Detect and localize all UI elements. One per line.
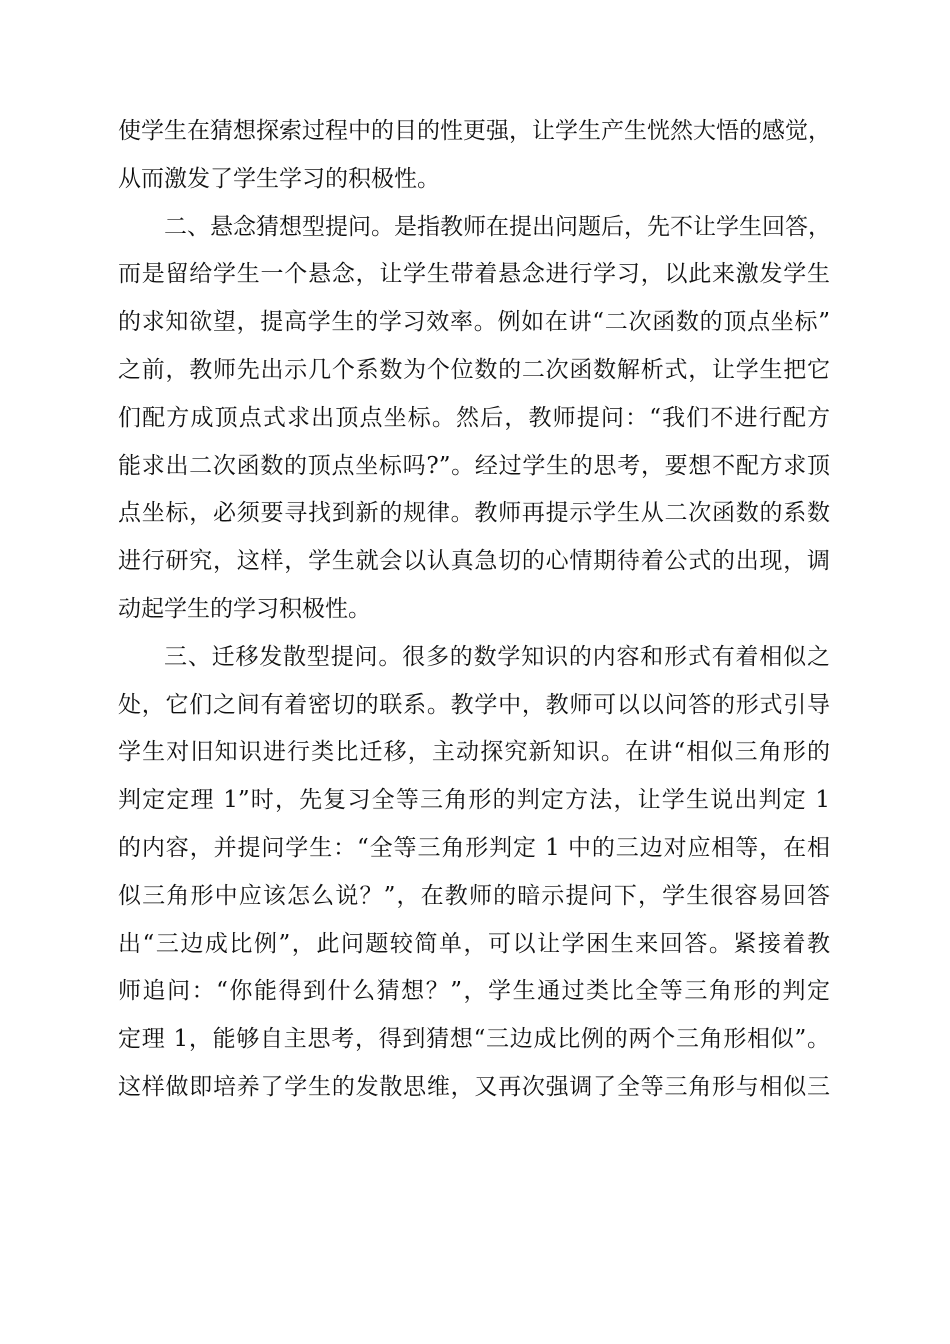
text-line: 的求知欲望，提高学生的学习效率。例如在讲“二次函数的顶点坐标” [118,309,830,336]
text-line: 似三角形中应该怎么说？”，在教师的暗示提问下，学生很容易回答 [118,882,830,909]
body-text [118,108,830,1112]
text-line: 出“三边成比例”，此问题较简单，可以让学困生来回答。紧接着教 [118,930,830,957]
text-line: 们配方成顶点式求出顶点坐标。然后，教师提问：“我们不进行配方 [118,404,830,431]
text-line: 三、迁移发散型提问。很多的数学知识的内容和形式有着相似之 [164,643,830,670]
text-line: 这样做即培养了学生的发散思维，又再次强调了全等三角形与相似三 [118,1073,830,1100]
text-line: 师追问：“你能得到什么猜想？”，学生通过类比全等三角形的判定 [118,978,830,1005]
text-line: 而是留给学生一个悬念，让学生带着悬念进行学习，以此来激发学生 [118,261,830,288]
text-line: 从而激发了学生学习的积极性。 [118,165,440,192]
text-line: 处，它们之间有着密切的联系。教学中，教师可以以问答的形式引导 [118,691,830,718]
text-line: 判定定理 1”时，先复习全等三角形的判定方法，让学生说出判定 1 [118,787,830,814]
text-line: 定理 1，能够自主思考，得到猜想“三边成比例的两个三角形相似”。 [118,1026,830,1053]
text-line: 的内容，并提问学生：“全等三角形判定 1 中的三边对应相等，在相 [118,834,830,861]
text-line: 使学生在猜想探索过程中的目的性更强，让学生产生恍然大悟的感觉， [118,118,831,144]
text-line: 学生对旧知识进行类比迁移，主动探究新知识。在讲“相似三角形的 [118,739,830,766]
text-line: 点坐标，必须要寻找到新的规律。教师再提示学生从二次函数的系数 [118,500,830,527]
text-line: 进行研究，这样，学生就会以认真急切的心情期待着公式的出现，调 [118,548,830,575]
text-line: 之前，教师先出示几个系数为个位数的二次函数解析式，让学生把它 [118,356,830,383]
text-line: 二、悬念猜想型提问。是指教师在提出问题后，先不让学生回答， [164,213,831,240]
text-line: 动起学生的学习积极性。 [118,595,371,622]
text-line: 能求出二次函数的顶点坐标吗?”。经过学生的思考，要想不配方求顶 [118,452,830,479]
